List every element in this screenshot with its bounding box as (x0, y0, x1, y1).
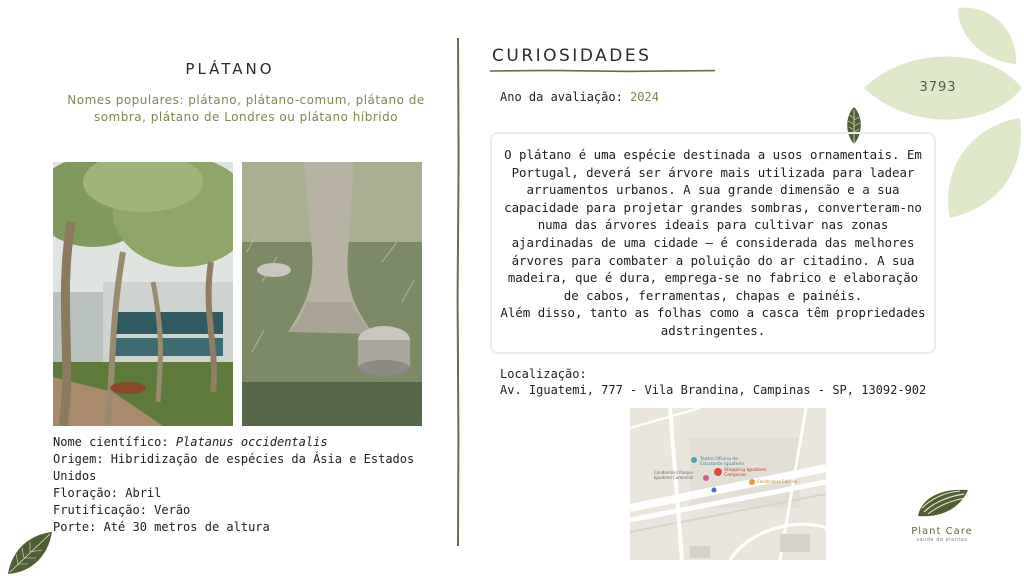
brand-tagline: saude de plantas (916, 537, 968, 543)
map-label-shopping: Shopping Iguatemi Campinas (724, 468, 767, 478)
year-value: 2024 (630, 90, 659, 104)
origin-text: Origem: Hibridização de espécies da Ásia e Estados Unidos (53, 452, 415, 483)
plant-id-badge: 3793 (919, 80, 957, 95)
brand-leaf-icon (914, 486, 970, 520)
brand-name: Plant Care (911, 526, 973, 537)
fruiting-text: Frutificação: Verão (53, 503, 191, 517)
title-underline (490, 68, 715, 74)
corner-leaf-icon (4, 530, 54, 576)
description-extra: Além disso, tanto as folhas como a casca têm propriedades adstringentes. (500, 305, 926, 338)
leaf-top-icon (958, 8, 1016, 64)
map-label-condo: Condomínio Parque Iguatemi Comercial (654, 470, 694, 480)
location-label: Localização: (500, 367, 587, 381)
description-text: O plátano é uma espécie destinada a usos ornamentais. Em Portugal, deverá ser árvore mais utilizada para ladear arruamentos urbanos. A sua grande dimensão e a sua capacidade para projetar grandes sombras, converteram-no numa das árvores ideais para cultivar nas zonas ajardinadas de uma cidade – é considerada das melhores árvores para combater a poluição do ar citadino. A sua madeira, que é dura, emprega-se no fabrico e elaboração de cabos, ferramentas, chapas e painéis. (504, 147, 922, 303)
popular-names: Nomes populares: plátano, plátano-comum, plátano de sombra, plátano de Londres ou plátano híbrido (67, 93, 425, 124)
photo-trees (53, 162, 233, 426)
plant-info (53, 434, 433, 536)
photo-trunk (242, 162, 422, 426)
location-map[interactable] (630, 408, 826, 560)
brand-logo (900, 486, 984, 543)
year-label: Ano da avaliação: (500, 90, 631, 104)
size-text: Porte: Até 30 metros de altura (53, 520, 270, 534)
map-label-theater: Teatro Oficina do Estudante Iguatemi (700, 457, 745, 467)
map-label-builder: Construtora Caio de (757, 479, 798, 484)
leaf-bottom-icon (948, 118, 1021, 218)
curiosities-title: CURIOSIDADES (492, 46, 652, 66)
scientific-label: Nome científico: (53, 435, 176, 449)
evaluation-year (500, 90, 659, 104)
plant-title: PLÁTANO (185, 60, 275, 78)
description-box (490, 132, 936, 354)
flowering-text: Floração: Abril (53, 486, 162, 500)
scientific-name-row (53, 434, 433, 451)
location-address: Av. Iguatemi, 777 - Vila Brandina, Campinas - SP, 13092-902 (500, 383, 927, 397)
vertical-divider (455, 38, 461, 546)
scientific-name: Platanus occidentalis (175, 435, 328, 449)
